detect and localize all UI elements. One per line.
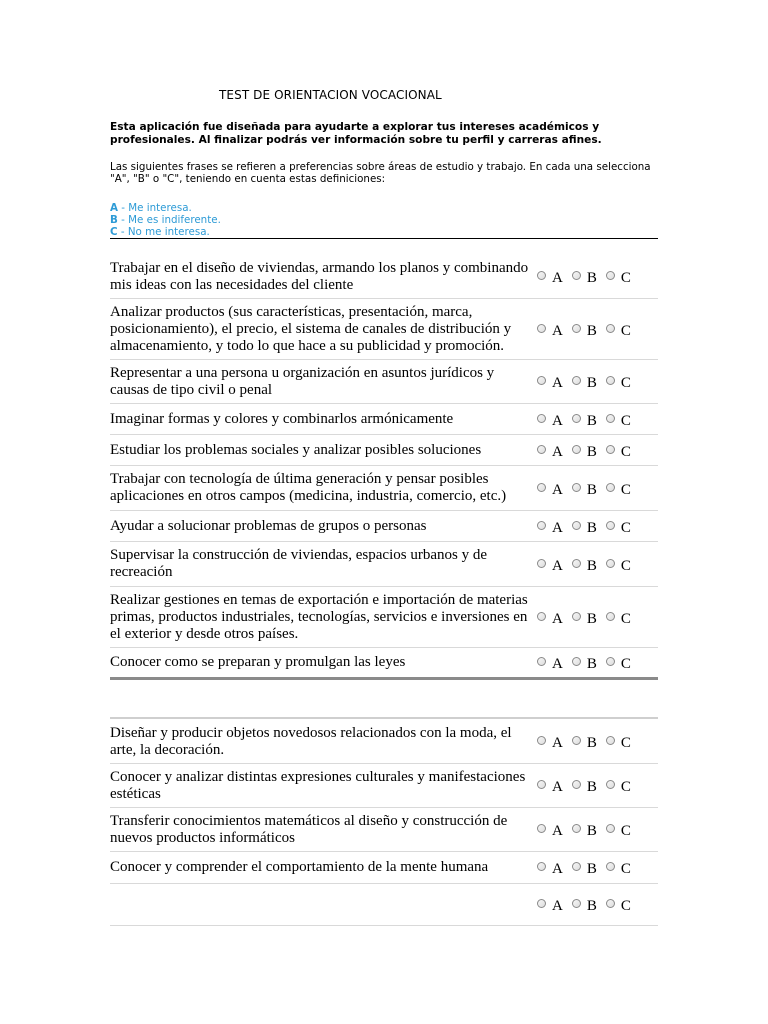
radio-button[interactable] — [537, 612, 546, 621]
question-text: Estudiar los problemas sociales y analizar posibles soluciones — [110, 441, 482, 458]
option-label: A — [552, 861, 563, 877]
radio-button[interactable] — [537, 521, 546, 530]
option-label: A — [552, 779, 563, 795]
question-text: Analizar productos (sus características, presentación, marca, posicionamiento), el precio, el sistema de canales de distribución y almacenamiento, y todo lo que hace a su publicidad y promoción. — [110, 303, 512, 354]
option-label: A — [552, 443, 563, 460]
answer-options — [530, 516, 658, 537]
radio-button[interactable] — [606, 521, 615, 530]
option-a[interactable] — [537, 735, 563, 752]
intro-text: Esta aplicación fue diseñada para ayudarte a explorar tus intereses académicos y profesionales. Al finalizar podrás ver información sobre tu perfil y carreras afines. — [110, 121, 602, 146]
divider — [110, 238, 658, 239]
option-b[interactable] — [572, 898, 597, 915]
option-label: A — [552, 898, 563, 914]
radio-button[interactable] — [606, 899, 615, 908]
answer-options — [530, 440, 658, 461]
option-label: C — [620, 898, 631, 914]
option-c[interactable] — [606, 558, 631, 575]
question-row — [110, 299, 658, 360]
question-text: Transferir conocimientos matemáticos al diseño y construcción de nuevos productos informáticos — [110, 812, 508, 846]
option-label: B — [586, 823, 597, 839]
option-label: B — [586, 557, 597, 574]
option-label: A — [552, 656, 563, 672]
answer-options — [530, 371, 658, 392]
option-label: C — [620, 823, 631, 839]
option-label: C — [620, 481, 631, 498]
radio-button[interactable] — [537, 324, 546, 333]
question-row — [110, 648, 658, 678]
question-text: Ayudar a solucionar problemas de grupos o personas — [110, 517, 427, 534]
radio-button[interactable] — [606, 862, 615, 871]
option-a[interactable] — [537, 861, 563, 878]
radio-button[interactable] — [572, 414, 581, 423]
option-label: C — [620, 322, 631, 339]
legend-key: C — [110, 226, 118, 238]
legend-text: - No me interesa. — [117, 226, 210, 238]
legend — [110, 202, 658, 238]
option-label: B — [586, 861, 597, 877]
option-label: A — [552, 375, 563, 391]
legend-key: A — [110, 202, 118, 214]
radio-button[interactable] — [606, 736, 615, 745]
option-label: C — [620, 375, 631, 391]
option-label: C — [620, 519, 631, 536]
option-label: B — [586, 412, 597, 429]
option-a[interactable] — [537, 611, 563, 628]
option-a[interactable] — [537, 823, 563, 840]
option-b[interactable] — [572, 270, 597, 287]
option-label: C — [620, 412, 631, 429]
question-row — [110, 587, 658, 648]
option-c[interactable] — [606, 270, 631, 287]
radio-button[interactable] — [572, 862, 581, 871]
option-c[interactable] — [606, 520, 631, 537]
radio-button[interactable] — [606, 271, 615, 280]
option-a[interactable] — [537, 444, 563, 461]
option-a[interactable] — [537, 656, 563, 673]
option-a[interactable] — [537, 323, 563, 340]
radio-button[interactable] — [537, 736, 546, 745]
instructions-text: Las siguientes frases se refieren a preferencias sobre áreas de estudio y trabajo. En cada una selecciona "A", "B" o "C", teniendo en cuenta estas definiciones: — [110, 161, 651, 186]
option-label: B — [586, 375, 597, 391]
question-row — [110, 542, 658, 587]
option-c[interactable] — [606, 735, 631, 752]
section-divider — [110, 677, 658, 680]
question-table-2 — [110, 720, 658, 926]
radio-button[interactable] — [572, 780, 581, 789]
option-label: C — [620, 557, 631, 574]
radio-button[interactable] — [537, 271, 546, 280]
option-a[interactable] — [537, 898, 563, 915]
radio-button[interactable] — [572, 559, 581, 568]
radio-button[interactable] — [606, 483, 615, 492]
option-label: B — [586, 735, 597, 751]
option-label: C — [620, 735, 631, 751]
option-c[interactable] — [606, 898, 631, 915]
question-text: Representar a una persona u organización en asuntos jurídicos y causas de tipo civil o penal — [110, 364, 495, 398]
option-label: B — [586, 322, 597, 339]
answer-options — [530, 319, 658, 340]
question-text: Diseñar y producir objetos novedosos relacionados con la moda, el arte, la decoración. — [110, 724, 512, 758]
option-b[interactable] — [572, 558, 597, 575]
option-label: B — [586, 519, 597, 536]
option-a[interactable] — [537, 558, 563, 575]
question-row — [110, 511, 658, 542]
radio-button[interactable] — [537, 559, 546, 568]
option-label: B — [586, 443, 597, 460]
option-label: B — [586, 481, 597, 498]
radio-button[interactable] — [572, 657, 581, 666]
option-c[interactable] — [606, 482, 631, 499]
radio-button[interactable] — [537, 899, 546, 908]
radio-button[interactable] — [572, 445, 581, 454]
option-a[interactable] — [537, 520, 563, 537]
question-text: Supervisar la construcción de viviendas, espacios urbanos y de recreación — [110, 547, 487, 580]
radio-button[interactable] — [537, 657, 546, 666]
answer-options — [530, 409, 658, 430]
radio-button[interactable] — [537, 483, 546, 492]
option-c[interactable] — [606, 444, 631, 461]
question-row — [110, 808, 658, 852]
option-label: C — [620, 270, 631, 286]
option-b[interactable] — [572, 861, 597, 878]
radio-button[interactable] — [606, 559, 615, 568]
option-b[interactable] — [572, 656, 597, 673]
option-label: B — [586, 270, 597, 286]
option-label: B — [586, 610, 597, 627]
radio-button[interactable] — [606, 376, 615, 385]
radio-button[interactable] — [572, 824, 581, 833]
option-label: A — [552, 610, 563, 627]
answer-options — [530, 652, 658, 673]
radio-button[interactable] — [606, 414, 615, 423]
question-text — [110, 903, 530, 907]
radio-button[interactable] — [606, 324, 615, 333]
option-b[interactable] — [572, 413, 597, 430]
page-title: TEST DE ORIENTACION VOCACIONAL — [219, 88, 442, 102]
option-label: A — [552, 270, 563, 286]
radio-button[interactable] — [606, 445, 615, 454]
question-text: Trabajar en el diseño de viviendas, armando los planos y combinando mis ideas con las necesidades del cliente — [110, 259, 529, 293]
option-b[interactable] — [572, 444, 597, 461]
question-row — [110, 360, 658, 404]
legend-text: - Me es indiferente. — [117, 214, 221, 226]
option-label: A — [552, 481, 563, 498]
question-row — [110, 764, 658, 808]
radio-button[interactable] — [572, 324, 581, 333]
radio-button[interactable] — [537, 414, 546, 423]
answer-options — [530, 554, 658, 575]
radio-button[interactable] — [572, 521, 581, 530]
question-row — [110, 720, 658, 764]
option-a[interactable] — [537, 375, 563, 392]
option-c[interactable] — [606, 823, 631, 840]
option-b[interactable] — [572, 375, 597, 392]
radio-button[interactable] — [606, 612, 615, 621]
option-a[interactable] — [537, 779, 563, 796]
divider — [110, 717, 658, 719]
legend-item-a — [110, 202, 658, 214]
option-c[interactable] — [606, 861, 631, 878]
option-label: C — [620, 861, 631, 877]
legend-key: B — [110, 214, 118, 226]
option-label: A — [552, 735, 563, 751]
option-label: C — [620, 610, 631, 627]
question-row — [110, 466, 658, 511]
radio-button[interactable] — [606, 824, 615, 833]
option-label: C — [620, 656, 631, 672]
option-c[interactable] — [606, 375, 631, 392]
radio-button[interactable] — [537, 862, 546, 871]
radio-button[interactable] — [572, 736, 581, 745]
radio-button[interactable] — [572, 612, 581, 621]
option-a[interactable] — [537, 270, 563, 287]
option-label: A — [552, 519, 563, 536]
question-text: Imaginar formas y colores y combinarlos armónicamente — [110, 410, 454, 427]
option-c[interactable] — [606, 413, 631, 430]
question-text: Trabajar con tecnología de última generación y pensar posibles aplicaciones en otros campos (medicina, industria, comercio, etc.) — [110, 471, 507, 504]
option-label: B — [586, 779, 597, 795]
radio-button[interactable] — [572, 376, 581, 385]
radio-button[interactable] — [537, 824, 546, 833]
option-c[interactable] — [606, 656, 631, 673]
answer-options — [530, 894, 658, 915]
option-label: A — [552, 322, 563, 339]
answer-options — [530, 775, 658, 796]
question-row — [110, 255, 658, 299]
option-b[interactable] — [572, 323, 597, 340]
option-label: B — [586, 656, 597, 672]
question-text: Conocer y comprender el comportamiento de la mente humana — [110, 859, 489, 875]
answer-options — [530, 857, 658, 878]
legend-text: - Me interesa. — [117, 202, 192, 214]
option-b[interactable] — [572, 823, 597, 840]
radio-button[interactable] — [572, 271, 581, 280]
option-a[interactable] — [537, 413, 563, 430]
option-label: A — [552, 823, 563, 839]
answer-options — [530, 731, 658, 752]
option-label: C — [620, 443, 631, 460]
question-table-1 — [110, 255, 658, 678]
option-label: B — [586, 898, 597, 914]
legend-item-c — [110, 226, 658, 238]
question-row — [110, 852, 658, 884]
radio-button[interactable] — [606, 780, 615, 789]
option-label: C — [620, 779, 631, 795]
answer-options — [530, 266, 658, 287]
option-b[interactable] — [572, 482, 597, 499]
question-row — [110, 404, 658, 435]
option-b[interactable] — [572, 779, 597, 796]
option-a[interactable] — [537, 482, 563, 499]
option-label: A — [552, 412, 563, 429]
radio-button[interactable] — [606, 657, 615, 666]
radio-button[interactable] — [572, 899, 581, 908]
radio-button[interactable] — [537, 780, 546, 789]
option-b[interactable] — [572, 735, 597, 752]
radio-button[interactable] — [572, 483, 581, 492]
answer-options — [530, 819, 658, 840]
option-c[interactable] — [606, 611, 631, 628]
radio-button[interactable] — [537, 445, 546, 454]
question-text: Realizar gestiones en temas de exportación e importación de materias primas, productos industriales, tecnologías, servicios e inversiones en el exterior y desde otros países. — [110, 591, 528, 642]
legend-item-b — [110, 214, 658, 226]
radio-button[interactable] — [537, 376, 546, 385]
option-c[interactable] — [606, 323, 631, 340]
answer-options — [530, 478, 658, 499]
question-row — [110, 884, 658, 926]
option-c[interactable] — [606, 779, 631, 796]
answer-options — [530, 607, 658, 628]
option-b[interactable] — [572, 611, 597, 628]
option-label: A — [552, 557, 563, 574]
option-b[interactable] — [572, 520, 597, 537]
question-row — [110, 435, 658, 466]
question-text: Conocer como se preparan y promulgan las leyes — [110, 654, 406, 670]
question-text: Conocer y analizar distintas expresiones culturales y manifestaciones estéticas — [110, 768, 526, 802]
